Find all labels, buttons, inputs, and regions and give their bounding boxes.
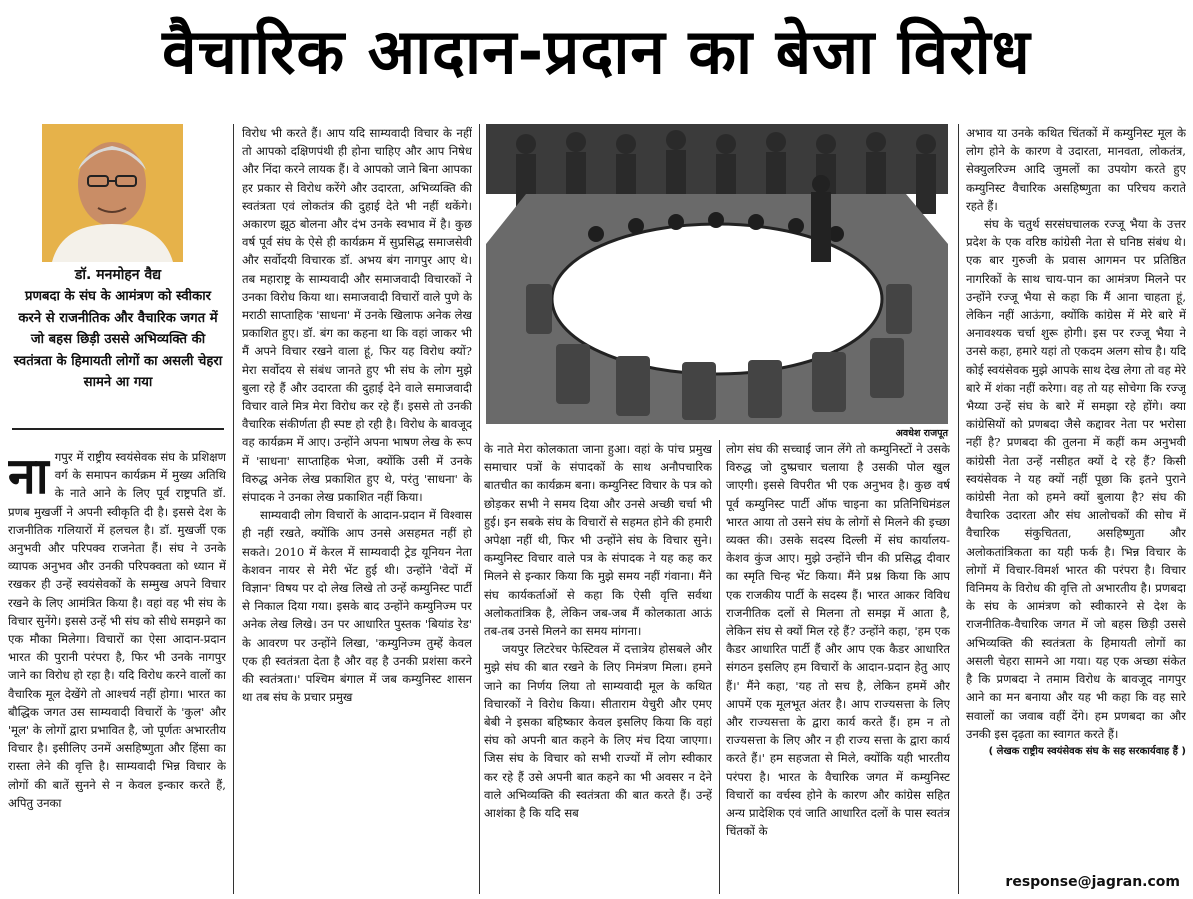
paragraph: साम्यवादी लोग विचारों के आदान-प्रदान में विश्वास ही नहीं रखते, क्योंकि आप उनसे असहमत नहीं हो सकते। 2010 में केरल में साम्यवादी ट्रेड यूनियन नेता केशवन नायर से मेरी भेंट हुई थी। उन्होंने 'वेदों में विज्ञान' विषय पर दो लेख लिखे तो उन्हें कम्युनिस्ट पार्टी से निकाल दिया गया। इसके बाद उन्होंने कम्युनिज्म पर अनेक लेख लिखे। उन पर आधारित पुस्तक 'बियांड रेड' के आवरण पर उन्होंने लिखा, 'कम्युनिज्म तुम्हें केवल एक ही स्वतंत्रता देता है और वह है उनकी प्रशंसा करने की स्वतंत्रता।' पश्चिम बंगाल में जब कम्युनिस्ट शासन था तब संघ के प्रचार प्रमुख xyxy=(242,508,472,705)
paragraph: अभाव या उनके कथित चिंतकों में कम्युनिस्ट मूल के लोग होने के कारण वे उदारता, मानवता, लोकतंत्र, सेक्युलरिज्म आदि जुमलों का उपयोग करते हुए कम्युनिस्ट वैचारिक असहिष्णुता का परिचय कराते रहते हैं। xyxy=(966,126,1186,213)
author-footnote: ( लेखक राष्ट्रीय स्वयंसेवक संघ के सह सरकार्यवाह हैं ) xyxy=(988,745,1186,757)
conference-table-illustration xyxy=(486,124,948,424)
article-column-2 xyxy=(242,124,472,894)
drop-cap: ना xyxy=(8,448,49,505)
article-column-1 xyxy=(8,448,226,894)
response-email: response@jagran.com xyxy=(1005,874,1180,890)
author-name: डॉ. मनमोहन वैद्य xyxy=(74,267,162,283)
paragraph: लोग संघ की सच्चाई जान लेंगे तो कम्युनिस्टों ने उसके विरुद्ध जो दुष्प्रचार चलाया है उसकी पोल खुल जाएगी। इससे विपरीत भी एक अनुभव है। कुछ वर्ष पूर्व कम्युनिस्ट पार्टी ऑफ चाइना का प्रतिनिधिमंडल भारत आया तो उसने संघ के लोगों से मिलने की इच्छा व्यक्त की। उसके सदस्य दिल्ली में संघ कार्यालय-केशव कुंज आए। मुझे उन्होंने चीन की प्रसिद्ध दीवार का स्मृति चिन्ह भेंट किया। मैंने प्रश्न किया कि आप एक राजकीय पार्टी के सदस्य हैं। भारत आकर विविध राजनीतिक दलों से मिलना तो समझ में आता है, लेकिन संघ से क्यों मिल रहे हैं? उन्होंने कहा, 'हम एक कैडर आधारित पार्टी हैं और आप एक कैडर आधारित संगठन इसलिए हम विचारों के आदान-प्रदान हेतु आए हैं।' मैंने कहा, 'यह तो सच है, लेकिन हममें और आपमें एक मूलभूत अंतर है। आप राज्यसत्ता के लिए और राज्यसत्ता के द्वारा कार्य करते हैं। हम न तो राज्यसत्ता के लिए और न ही राज्य सत्ता के द्वारा कार्य करते हैं।' हम सहजता से मिले, क्योंकि यही भारतीय परंपरा है। भारत के वैचारिक जगत में कम्युनिस्ट विचारों का वर्चस्व होने के कारण और कांग्रेस सहित अन्य प्रादेशिक एवं जाति आधारित दलों के पास स्वतंत्र चिंतकों के xyxy=(726,442,950,839)
column-divider xyxy=(233,124,234,894)
paragraph: के नाते मेरा कोलकाता जाना हुआ। वहां के पांच प्रमुख समाचार पत्रों के संपादकों के साथ अनौपचारिक बातचीत का कार्यक्रम बना। कम्युनिस्ट विचार के पत्र को छोड़कर सभी ने समय दिया और उनसे अच्छी चर्चा भी हुई। इन सबके संघ के विचारों से सहमत होने की हमारी अपेक्षा नहीं थी, फिर भी उन्होंने संघ के विचार सुने। कम्युनिस्ट विचार वाले पत्र के संपादक ने यह कह कर मिलने से इन्कार किया कि मुझे समय नहीं गंवाना। मैंने संघ कार्यकर्ताओं से कहा कि ऐसी वृत्ति सर्वथा अलोकतांत्रिक है, लेकिन जब-जब मैं कोलकाता आऊं तब-तब उनसे मिलने का समय मांगना। xyxy=(484,442,712,639)
headline: वैचारिक आदान-प्रदान का बेजा विरोध xyxy=(162,15,1031,88)
paragraph: विरोध भी करते हैं। आप यदि साम्यवादी विचार के नहीं तो आपको दक्षिणपंथी ही होना चाहिए और आप निषेध और निंदा करने लायक हैं। वे आपको जाने बिना आपका हर प्रकार से विरोध करेंगे और उदारता, अभिव्यक्ति की स्वतंत्रता एवं लोकतंत्र की दुहाई देते भी नहीं थकेंगे। अकारण झूठ बोलना और दंभ उनके स्वभाव में है। कुछ वर्ष पूर्व संघ के ऐसे ही कार्यक्रम में सुप्रसिद्ध समाजसेवी और सर्वोदयी विचारक डॉ. अभय बंग नागपुर आए थे। तब महाराष्ट्र के साम्यवादी और समाजवादी विचारकों ने उनका विरोध किया था। समाजवादी विचारों वाले पुणे के मराठी साप्ताहिक 'साधना' में उनके खिलाफ अनेक लेख प्रकाशित हुए। डॉ. बंग का कहना था कि वहां जाकर भी मैं अपने विचार रखने वाला हूं, फिर यह विरोध क्यों? मेरा सर्वोदय से संबंध जानते हुए भी संघ के लोग मुझे बुला रहे हैं और उदारता की दुहाई देने वाले समाजवादी विचार वाले मित्र मेरा विरोध कर रहे हैं। इससे तो उनकी वैचारिक संकीर्णता ही स्पष्ट हो रही है। विरोध के बावजूद वह कार्यक्रम में आए। उन्होंने अपना भाषण लेख के रूप में 'साधना' साप्ताहिक भेजा, क्योंकि उसी में उनके विरुद्ध अनेक लेख प्रकाशित हुए थे, परंतु 'साधना' के संपादक ने उनका लेख प्रकाशित नहीं किया। xyxy=(242,126,472,505)
article-column-3 xyxy=(484,440,712,894)
column-divider xyxy=(958,124,959,894)
paragraph: संघ के चतुर्थ सरसंघचालक रज्जू भैया के उत्तर प्रदेश के एक वरिष्ठ कांग्रेसी नेता से घनिष्ठ संबंध थे। एक बार गुरुजी के प्रवास आगमन पर प्रतिष्ठित नागरिकों के साथ चाय-पान का आमंत्रण मिलने पर उन्होंने रज्जू भैया से कहा कि मैं आना चाहता हूं, लेकिन नहीं आऊंगा, क्योंकि कांग्रेस में मेरे बारे में अनावश्यक चर्चा शुरू होगी। इस पर रज्जू भैया ने उनसे कहा, हमारे यहां तो एकदम अलग सोच है। यदि कोई स्वयंसेवक मुझे आपके साथ देख लेगा तो वह मेरे बारे में शंका नहीं करेगा। वह तो यह सोचेगा कि रज्जू भैय्या उन्हें संघ के बारे में समझा रहे होंगे। क्या कांग्रेसियों को प्रणबदा जैसे कद्दावर नेता पर भरोसा नहीं है? प्रणबदा की तुलना में कहीं कम अनुभवी कांग्रेसी नेता उन्हें नसीहत क्यों दे रहे हैं? किसी स्वयंसेवक ने यह क्यों नहीं पूछा कि इतने पुराने कांग्रेसी नेता को हमने क्यों बुलाया है? संघ की वैचारिक उदारता और संघ आलोचकों की सोच में वैचारिक संकुचितता, असहिष्णुता और अलोकतांत्रिकता का यही फर्क है। भिन्न विचार के लोगों में विचार-विमर्श भारत की परंपरा है। विचार विनिमय के विरोध की वृत्ति तो अभारतीय है। प्रणबदा के संघ के आमंत्रण को स्वीकारने से देश के राजनीतिक-वैचारिक जगत में जो बहस छिड़ी उससे अभिव्यक्ति की स्वतंत्रता के हिमायती लोगों का असली चेहरा सामने आ गया। यह एक अच्छा संकेत है कि प्रणबदा ने तमाम विरोध के बावजूद नागपुर आने का मन बनाया और यह भी कहा कि वह सारे सवालों का जवाब वहीं देंगे। हम प्रणबदा का और उनकी इस दृढ़ता का स्वागत करते हैं। xyxy=(966,217,1186,741)
author-photo xyxy=(42,124,183,262)
article-column-4 xyxy=(726,440,950,894)
illustration-credit: अवधेश राजपूत xyxy=(895,428,948,439)
column-divider xyxy=(479,124,480,894)
intro-summary: प्रणबदा के संघ के आमंत्रण को स्वीकार करने से राजनीतिक और वैचारिक जगत में जो बहस छिड़ी उससे अभिव्यक्ति की स्वतंत्रता के हिमायती लोगों का असली चेहरा सामने आ गया xyxy=(13,289,223,391)
paragraph: जयपुर लिटरेचर फेस्टिवल में दत्तात्रेय होसबले और मुझे संघ की बात रखने के लिए निमंत्रण मिला। हमने जाने का निर्णय लिया तो साम्यवादी मूल के कथित विचारकों ने विरोध किया। सीताराम येचुरी और एमए बेबी ने इसका बहिष्कार केवल इसलिए किया कि वहां संघ को अपनी बात कहने के लिए मंच दिया जाएगा। जिस संघ के विचार को सभी राज्यों में लोग स्वीकार कर रहे हैं उसे अपनी बात कहने का भी अवसर न देने वाले अभिव्यक्ति की स्वतंत्रता की बात करते हैं। उन्हें आशंका है कि यदि सब xyxy=(484,642,712,821)
paragraph: गपुर में राष्ट्रीय स्वयंसेवक संघ के प्रशिक्षण वर्ग के समापन कार्यक्रम में मुख्य अतिथि के नाते आने के लिए पूर्व राष्ट्रपति डॉ. प्रणब मुखर्जी ने अपनी स्वीकृति दी है। इससे देश के राजनीतिक गलियारों में हलचल है। डॉ. मुखर्जी एक अनुभवी और परिपक्व राजनेता हैं। संघ ने उनके व्यापक अनुभव और उनकी परिपक्वता को ध्यान में रखकर ही उन्हें स्वयंसेवकों के सम्मुख अपने विचार रखने के लिए आमंत्रित किया है। वहां वह भी संघ के विचार सुनेंगे। इससे उन्हें भी संघ को सीधे समझने का एक मौका मिलेगा। विचारों का ऐसा आदान-प्रदान भारत की पुरानी परंपरा है, फिर भी उनके नागपुर जाने का विरोध हो रहा है। यदि विरोध करने वालों का वैचारिक मूल देखेंगे तो आश्चर्य नहीं होगा। भारत का बौद्धिक जगत उस साम्यवादी विचारों के 'कुल' और 'मूल' के लोगों द्वारा प्रभावित है, जो पूर्णतः अभारतीय विचार है। इसीलिए उनमें असहिष्णुता और हिंसा का रास्ता लेने की वृत्ति है। साम्यवादी भिन्न विचार के लोगों की बातें सुनने से न केवल इन्कार करते हैं, अपितु उनका xyxy=(8,450,226,810)
illustration-image xyxy=(486,124,948,424)
article-column-5 xyxy=(966,124,1186,868)
author-portrait-image xyxy=(42,124,183,262)
intro-divider xyxy=(12,428,224,430)
column-divider xyxy=(719,440,720,894)
